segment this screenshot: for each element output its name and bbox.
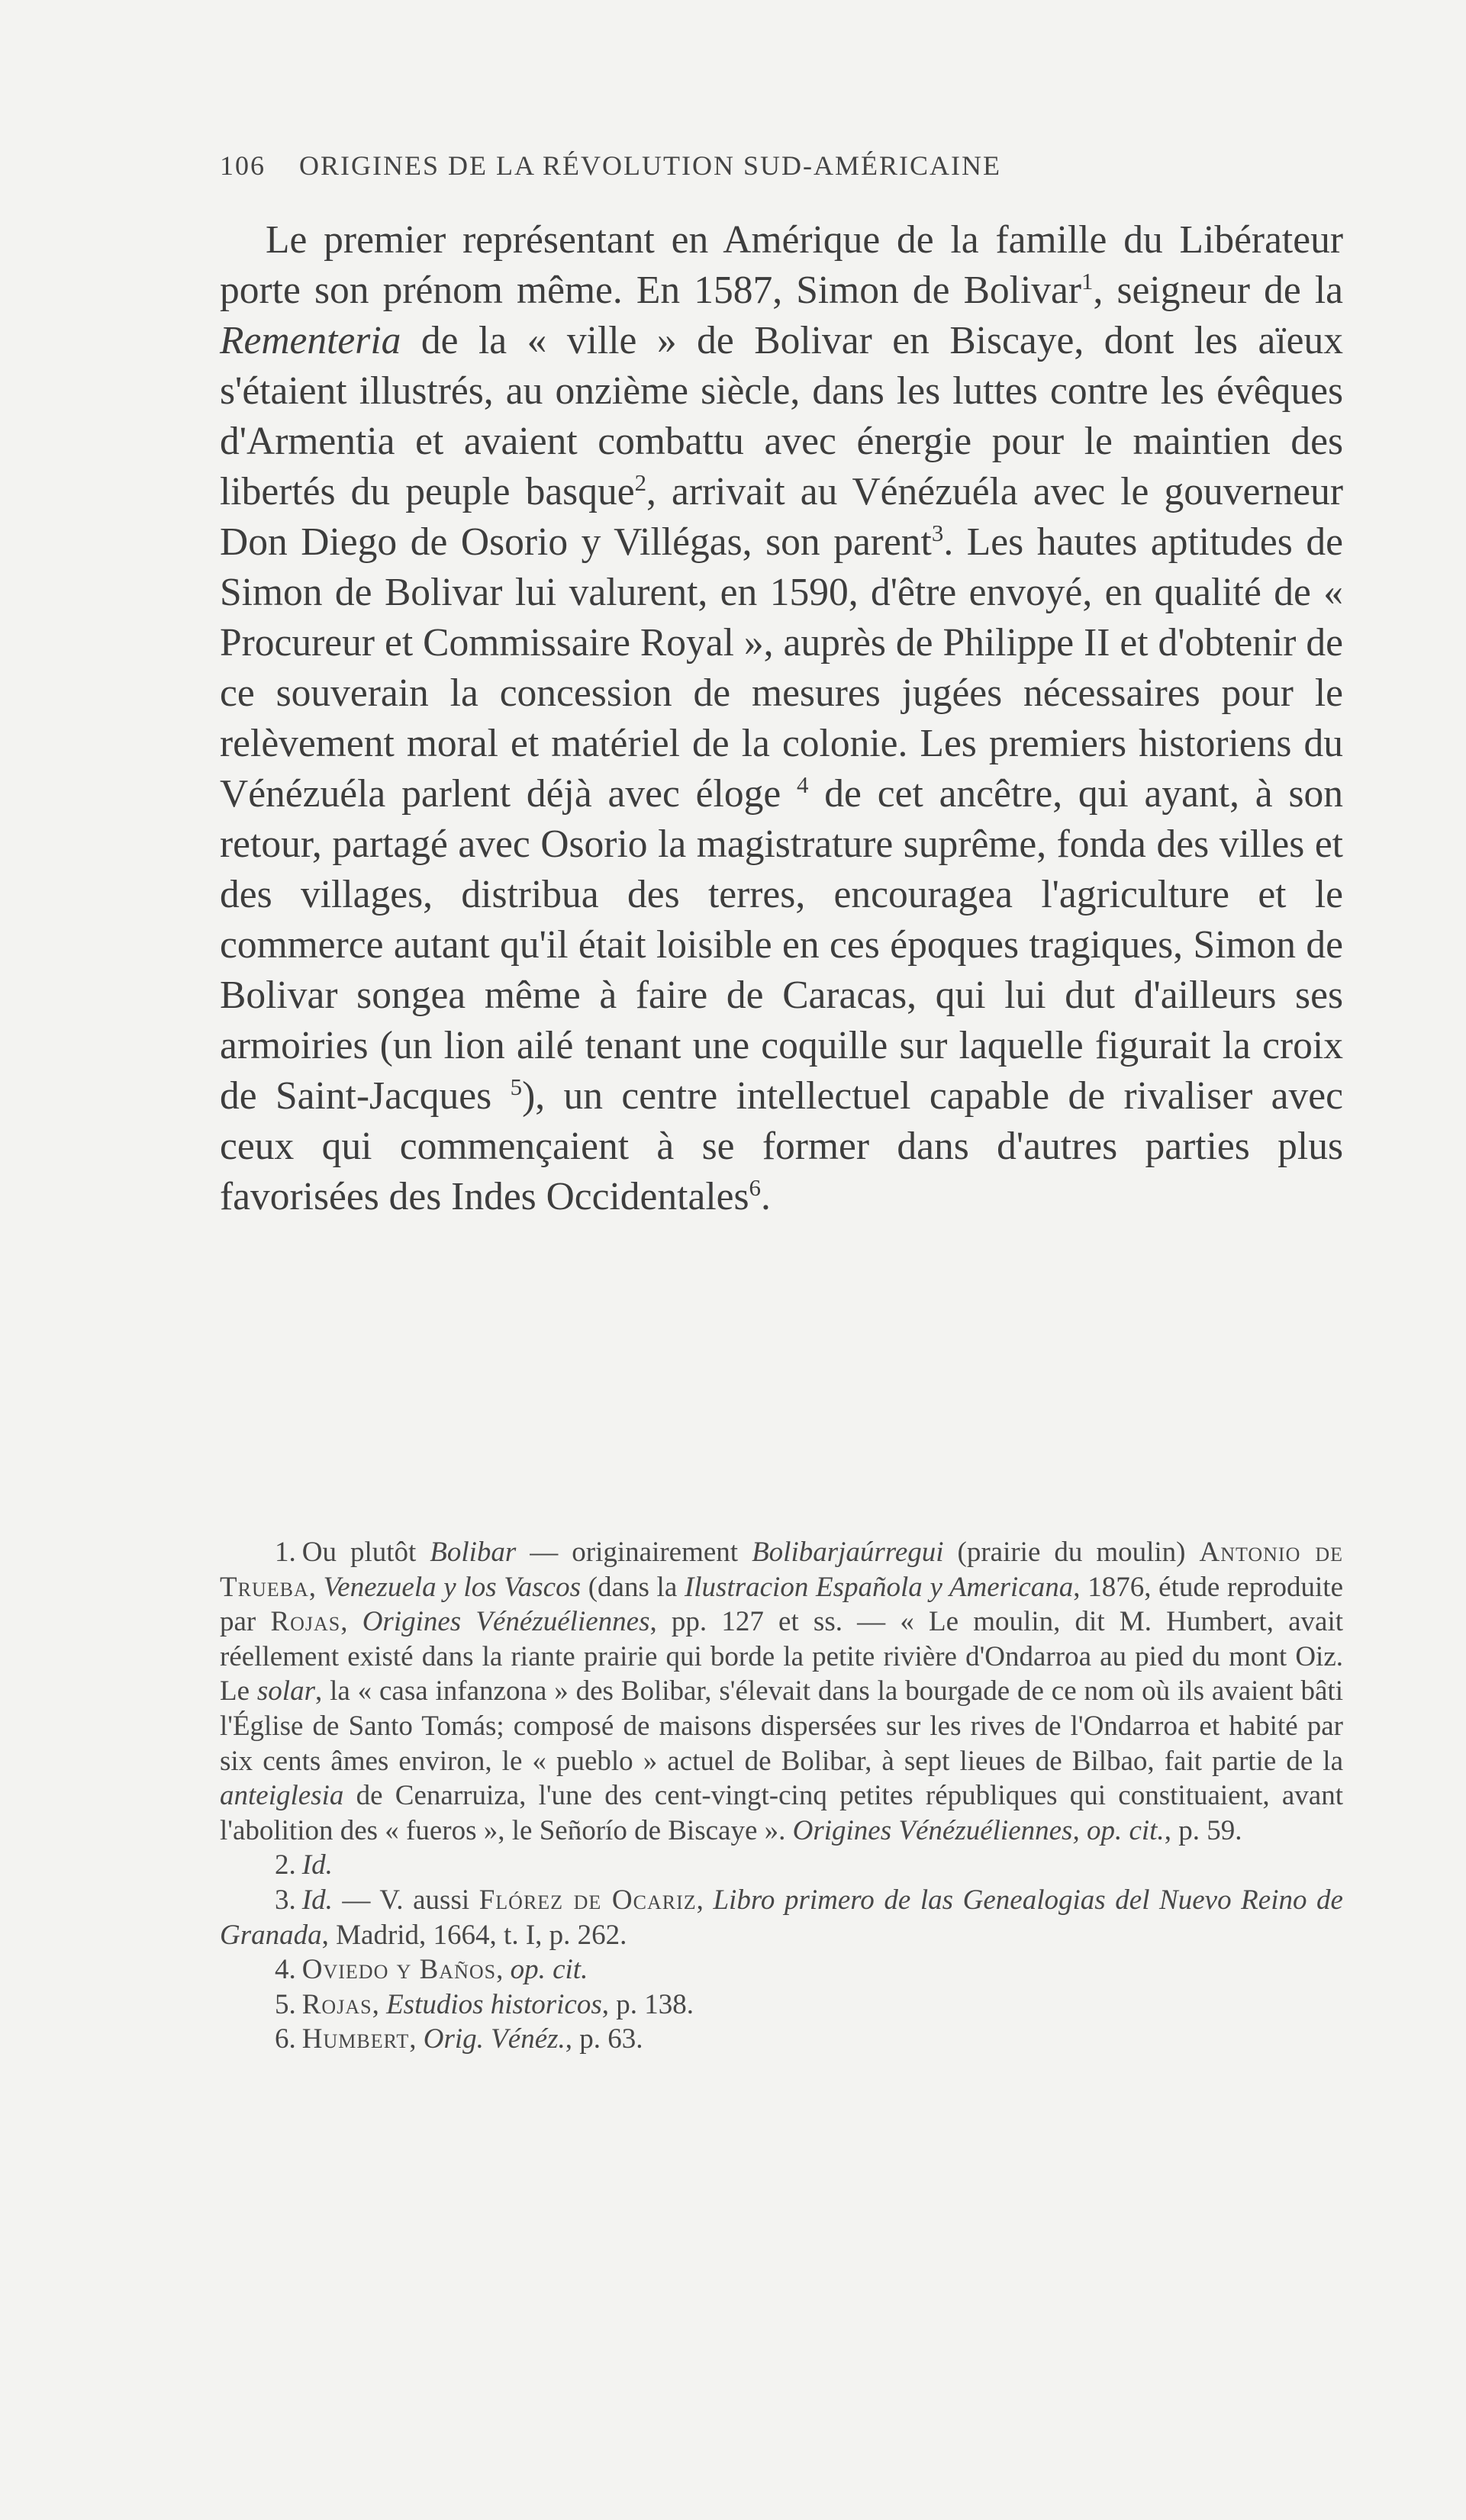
italic-run: Id.: [301, 1884, 333, 1916]
text-run: ,: [496, 1954, 511, 1986]
italic-run: Libro primero de las Genealogias del Nuevo Reino de Granada: [220, 1884, 1343, 1951]
italic-run: Bolibar: [430, 1537, 517, 1568]
footnote-number: 1.: [275, 1537, 296, 1568]
text-run: de Cenarruiza, l'une des cent-vingt-cinq petites républiques qui constituaient, avant l'abolition des « fueros », le Señorío de Biscaye ».: [220, 1780, 1343, 1846]
author-name: Humbert: [301, 2023, 410, 2055]
italic-run: Orig. Vénéz.: [423, 2023, 565, 2055]
text-run: Ou plutôt: [301, 1537, 430, 1568]
footnote-ref[interactable]: 4: [797, 771, 809, 798]
text-run: .: [761, 1175, 771, 1218]
footnote-ref[interactable]: 5: [510, 1073, 523, 1100]
italic-run: op. cit.: [510, 1954, 588, 1986]
text-run: , arrivait au Vénézuéla avec le gouverneur Don Diego de Osorio y Villégas, son parent: [220, 470, 1343, 564]
footnote-number: 6.: [275, 2023, 296, 2055]
footnote-number: 3.: [275, 1884, 296, 1916]
footnote-ref[interactable]: 6: [749, 1173, 761, 1201]
italic-run: Bolibarjaúrregui: [752, 1537, 944, 1568]
footnote-ref[interactable]: 1: [1081, 267, 1094, 294]
text-run: ,: [308, 1571, 324, 1603]
text-run: — originairement: [516, 1537, 752, 1568]
text-run: , la « casa infanzona » des Bolibar, s'élevait dans la bourgade de ce nom où ils avaient bâti l'Église de Santo Tomás; composé de maisons dispersées sur les rives de l'Ondarroa et habité par six cents âmes environ, le « pueblo » actuel de Bolibar, à sept lieues de Bilbao, fait partie de la: [220, 1675, 1343, 1777]
text-run: ,: [340, 1606, 362, 1638]
footnote-number: 2.: [275, 1849, 296, 1881]
footnote-3: [220, 1883, 1343, 1952]
text-run: , 1876, étude reproduite par: [220, 1571, 1343, 1638]
text-run: , Madrid, 1664, t. I, p. 262.: [321, 1919, 627, 1951]
footnote-2: [220, 1848, 1343, 1883]
footnotes: [220, 1535, 1343, 2057]
italic-run: Venezuela y los Vascos: [323, 1571, 582, 1603]
text-run: , pp. 127 et ss. — « Le moulin, dit M. Humbert, avait réellement existé dans la riante prairie qui borde la petite rivière d'Ondarroa au pied du mont Oiz. Le: [220, 1606, 1344, 1707]
italic-run: Id.: [301, 1849, 333, 1881]
italic-run: Ilustracion Española y Americana: [684, 1571, 1074, 1603]
text-run: , seigneur de la: [1093, 269, 1343, 312]
italic-run: anteiglesia: [220, 1780, 344, 1812]
author-name: Oviedo y Baños: [301, 1954, 497, 1986]
text-run: , p. 59.: [1164, 1814, 1242, 1846]
main-paragraph: [220, 215, 1343, 1222]
footnote-ref[interactable]: 2: [634, 468, 647, 496]
text-run: ), un centre intellectuel capable de rivaliser avec ceux qui commençaient à se former dans d'autres parties plus favorisées des Indes Occidentales: [220, 1074, 1343, 1218]
page-number: 106: [220, 150, 266, 181]
text-run: . Les hautes aptitudes de Simon de Bolivar lui valurent, en 1590, d'être envoyé, en qualité de « Procureur et Commissaire Royal », auprès de Philippe II et d'obtenir de ce souverain la concession de mesures jugées nécessaires pour le relèvement moral et matériel de la colonie. Les premiers historiens du Vénézuéla parlent déjà avec éloge: [220, 520, 1343, 816]
text-run: ,: [409, 2023, 424, 2055]
footnote-4: [220, 1952, 1343, 1987]
text-run: de cet ancêtre, qui ayant, à son retour, partagé avec Osorio la magistrature suprême, fonda des villes et des villages, distribua des terres, encouragea l'agriculture et le commerce autant qu'il était loisible en ces époques tragiques, Simon de Bolivar songea même à faire de Caracas, qui lui dut d'ailleurs ses armoiries (un lion ailé tenant une coquille sur laquelle figurait la croix de Saint-Jacques: [220, 772, 1343, 1118]
text-run: de la « ville » de Bolivar en Biscaye, dont les aïeux s'étaient illustrés, au onzième siècle, dans les luttes contre les évêques d'Armentia et avaient combattu avec énergie pour le maintien des libertés du peuple basque: [220, 319, 1343, 513]
author-name: Rojas: [270, 1606, 341, 1638]
author-name: Antonio de Trueba: [220, 1537, 1343, 1603]
text-run: — V. aussi: [332, 1884, 479, 1916]
main-text: [220, 215, 1343, 1222]
text-run: , p. 138.: [601, 1988, 694, 2020]
running-title: ORIGINES DE LA RÉVOLUTION SUD-AMÉRICAINE: [299, 150, 1001, 181]
text-run: (prairie du moulin): [943, 1537, 1200, 1568]
italic-run: solar: [256, 1675, 315, 1707]
text-run: , p. 63.: [565, 2023, 643, 2055]
footnote-1: [220, 1535, 1343, 1848]
author-name: Rojas: [301, 1988, 372, 2020]
italic-run: Estudios historicos: [386, 1988, 602, 2020]
italic-run: Origines Vénézuéliennes, op. cit.: [792, 1814, 1165, 1846]
footnote-5: [220, 1987, 1343, 2023]
italic-run: Origines Vénézuéliennes: [362, 1606, 650, 1638]
footnote-number: 5.: [275, 1988, 296, 2020]
footnote-number: 4.: [275, 1954, 296, 1986]
footnote-ref[interactable]: 3: [931, 519, 944, 546]
author-name: Flórez de Ocariz: [478, 1884, 697, 1916]
text-run: Le premier représentant en Amérique de la famille du Libérateur porte son prénom même. En 1587, Simon de Bolivar: [220, 218, 1343, 312]
footnote-6: [220, 2022, 1343, 2057]
running-header: [220, 150, 1326, 182]
text-run: ,: [372, 1988, 387, 2020]
text-run: (dans la: [581, 1571, 685, 1603]
text-run: ,: [696, 1884, 714, 1916]
rementeria-italic: Rementeria: [220, 319, 401, 362]
